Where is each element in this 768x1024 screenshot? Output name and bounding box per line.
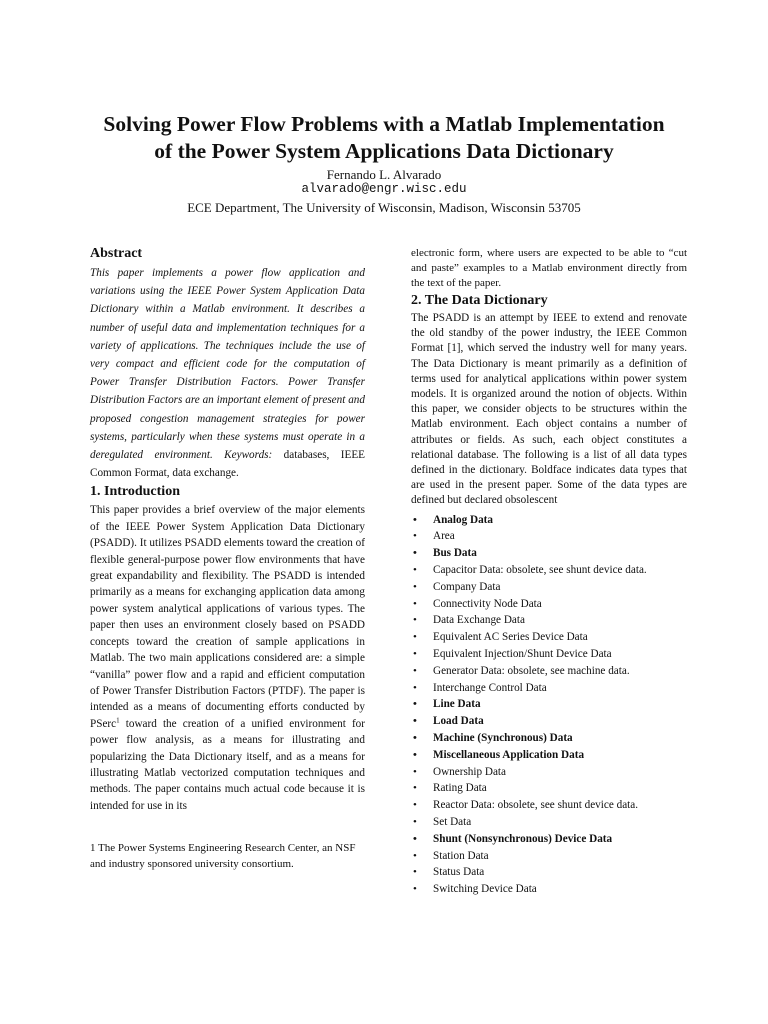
data-type-label: Connectivity Node Data xyxy=(433,597,542,610)
data-type-item xyxy=(411,612,687,629)
bullet-icon: • xyxy=(413,799,417,812)
data-type-label: Rating Data xyxy=(433,782,487,795)
data-dictionary-body: The PSADD is an attempt by IEEE to extend and renovate the old standby of the power industry, the IEEE Common Format [1], which served the industry well for many years. The Data Dictionary is meant primarily as a definition of terms used for analytical applications within power system models. It is organized around the notion of objects. Within this paper, we consider objects to be structures within the Matlab environment. Each object contains a number of attributes or fields. As such, each object constitutes a relational database. The following is a list of all data types defined in the dictionary. Boldface indicates data types that are used in the present paper. Some of the data types are defined but declared obsolescent xyxy=(411,312,687,507)
data-dictionary-heading: 2. The Data Dictionary xyxy=(411,293,548,308)
data-type-label: Switching Device Data xyxy=(433,883,537,896)
data-type-item xyxy=(411,545,687,562)
data-type-label: Ownership Data xyxy=(433,765,507,778)
left-column xyxy=(90,244,365,872)
data-type-label: Reactor Data: obsolete, see shunt device data. xyxy=(433,799,639,812)
bullet-icon: • xyxy=(413,866,417,879)
bullet-icon: • xyxy=(413,564,417,577)
data-types-list xyxy=(411,512,687,898)
data-type-item xyxy=(411,696,687,713)
introduction-text-part-1: This paper provides a brief overview of the major elements of the IEEE Power System Application Data Dictionary (PSADD). It utilizes PSADD elements toward the creation of flexible general-purpose power flow environments that have great expandability and flexibility. The PSADD is intended primarily as a means for exchanging application data among power system analytical applications of various types. The paper then uses an environment closely based on PSADD concepts toward the creation of sample applications in Matlab. The two main applications considered are: a simple “vanilla” power flow and a rapid and efficient computation of Power Transfer Distribution Factors (PTDF). The paper is intended as a means of documenting efforts conducted by PSerc xyxy=(90,504,365,730)
bullet-icon: • xyxy=(413,664,417,677)
data-type-item xyxy=(411,730,687,747)
data-type-label: Company Data xyxy=(433,580,501,593)
bullet-icon: • xyxy=(413,648,417,661)
data-type-item xyxy=(411,528,687,545)
bullet-icon: • xyxy=(413,698,417,711)
data-type-label: Equivalent AC Series Device Data xyxy=(433,631,588,644)
bullet-icon: • xyxy=(413,748,417,761)
data-type-label: Status Data xyxy=(433,866,485,879)
paper-title xyxy=(40,111,728,165)
bullet-icon: • xyxy=(413,681,417,694)
bullet-icon: • xyxy=(413,765,417,778)
bullet-icon: • xyxy=(413,631,417,644)
data-type-label: Set Data xyxy=(433,815,472,828)
abstract-body xyxy=(90,264,365,482)
data-type-item xyxy=(411,814,687,831)
data-type-label: Analog Data xyxy=(433,513,493,526)
data-type-label: Interchange Control Data xyxy=(433,681,547,694)
abstract-text: This paper implements a power flow application and variations using the IEEE Power System Application Data Dictionary within a Matlab environment. It describes a number of useful data and implementation techniques for a variety of applications. The techniques include the use of very compact and efficient code for the computation of Power Transfer Distribution Factors. Power Transfer Distribution Factors are an important element of present and proposed congestion management strategies for power systems, particularly when these systems must operate in a deregulated environment. Keywords: xyxy=(90,267,365,462)
bullet-icon: • xyxy=(413,530,417,543)
author-email: alvarado@engr.wisc.edu xyxy=(301,182,467,196)
data-type-label: Shunt (Nonsynchronous) Device Data xyxy=(433,832,613,845)
bullet-icon: • xyxy=(413,849,417,862)
introduction-text-part-2: toward the creation of a unified environment for power flow analysis, as a means for illustrating and popularizing the Data Dictionary itself, and as a means for illustrating Matlab vectorized computation techniques and methods. The paper contains much actual code because it is intended for use in its xyxy=(90,717,365,812)
bullet-icon: • xyxy=(413,732,417,744)
right-column xyxy=(411,246,687,898)
data-type-label: Line Data xyxy=(433,698,481,711)
data-type-label: Data Exchange Data xyxy=(433,614,525,627)
data-type-item xyxy=(411,780,687,797)
author-affiliation: ECE Department, The University of Wisconsin, Madison, Wisconsin 53705 xyxy=(187,200,581,215)
data-type-item xyxy=(411,747,687,764)
introduction-heading: 1. Introduction xyxy=(90,484,180,500)
bullet-icon: • xyxy=(413,614,417,627)
data-type-item xyxy=(411,629,687,646)
bullet-icon: • xyxy=(413,580,417,593)
data-type-item xyxy=(411,848,687,865)
data-type-item xyxy=(411,680,687,697)
data-type-label: Area xyxy=(433,530,455,543)
data-type-item xyxy=(411,562,687,579)
data-type-item xyxy=(411,881,687,898)
data-type-item xyxy=(411,596,687,613)
bullet-icon: • xyxy=(413,883,417,896)
data-type-label: Generator Data: obsolete, see machine data. xyxy=(433,664,630,677)
data-type-label: Equivalent Injection/Shunt Device Data xyxy=(433,648,612,661)
data-type-label: Machine (Synchronous) Data xyxy=(433,732,573,744)
introduction-continuation: electronic form, where users are expected to be able to “cut and paste” examples to a Matlab environment directly from the text of the paper. xyxy=(411,247,687,289)
data-type-label: Station Data xyxy=(433,849,489,862)
data-type-item xyxy=(411,579,687,596)
author-name: Fernando L. Alvarado xyxy=(326,167,442,182)
bullet-icon: • xyxy=(413,832,417,845)
bullet-icon: • xyxy=(413,715,417,728)
abstract-keywords: databases, IEEE Common Format, data exchange. xyxy=(90,449,365,480)
data-type-item xyxy=(411,864,687,881)
data-type-label: Miscellaneous Application Data xyxy=(433,748,585,761)
data-type-label: Load Data xyxy=(433,715,484,728)
data-type-item xyxy=(411,797,687,814)
bullet-icon: • xyxy=(413,513,417,526)
data-type-item xyxy=(411,713,687,730)
bullet-icon: • xyxy=(413,815,417,828)
footnote: 1 The Power Systems Engineering Research Center, an NSF and industry sponsored university consortium. xyxy=(90,842,356,871)
bullet-icon: • xyxy=(413,597,417,610)
data-type-label: Capacitor Data: obsolete, see shunt device data. xyxy=(433,564,647,577)
data-type-item xyxy=(411,764,687,781)
data-type-item xyxy=(411,512,687,529)
bullet-icon: • xyxy=(413,547,417,560)
bullet-icon: • xyxy=(413,782,417,795)
title-line-2: of the Power System Applications Data Dictionary xyxy=(154,139,614,163)
title-line-1: Solving Power Flow Problems with a Matlab Implementation xyxy=(103,112,665,136)
abstract-heading: Abstract xyxy=(90,246,143,261)
data-type-label: Bus Data xyxy=(433,547,477,560)
introduction-body xyxy=(90,502,365,814)
footnote-marker: 1 xyxy=(116,715,120,724)
data-type-item xyxy=(411,831,687,848)
data-type-item xyxy=(411,663,687,680)
data-type-item xyxy=(411,646,687,663)
